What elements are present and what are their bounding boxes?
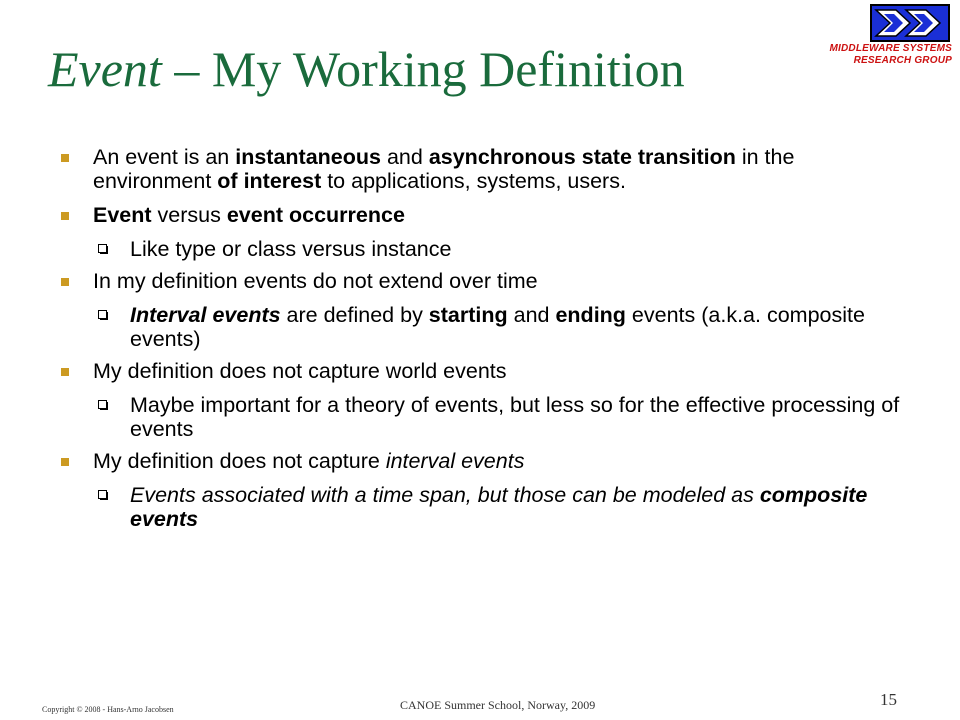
- text: in the environment: [93, 145, 795, 193]
- bullet-5: [58, 449, 918, 473]
- bold-text: of interest: [217, 169, 322, 193]
- bold-text: asynchronous state transition: [428, 145, 736, 169]
- text: In my definition events do not extend over time: [93, 269, 538, 293]
- text: Like type or class versus instance: [130, 237, 452, 261]
- square-bullet-icon: [61, 212, 69, 220]
- bold-text: Event: [93, 203, 152, 227]
- text: are defined by: [280, 303, 429, 327]
- sub-bullet-2: [58, 237, 918, 261]
- copyright-text: Copyright © 2008 - Hans-Arno Jacobsen: [42, 705, 174, 714]
- bullet-2: [58, 203, 918, 227]
- bullet-3: [58, 269, 918, 293]
- text: to applications, systems, users.: [321, 169, 626, 193]
- text: and: [507, 303, 556, 327]
- logo-line-2: RESEARCH GROUP: [853, 55, 952, 66]
- sub-bullet-4: [58, 393, 918, 441]
- hollow-square-bullet-icon: [98, 310, 108, 320]
- bold-text: instantaneous: [235, 145, 381, 169]
- title-rest: – My Working Definition: [161, 41, 685, 97]
- bold-text: event occurrence: [226, 203, 405, 227]
- bold-text: starting: [428, 303, 508, 327]
- bullet-4: [58, 359, 918, 383]
- square-bullet-icon: [61, 278, 69, 286]
- bullet-list: [58, 145, 918, 539]
- sub-bullet-3: [58, 303, 918, 351]
- square-bullet-icon: [61, 368, 69, 376]
- text: My definition does not capture world events: [93, 359, 507, 383]
- hollow-square-bullet-icon: [98, 490, 108, 500]
- hollow-square-bullet-icon: [98, 244, 108, 254]
- text: My definition does not capture: [93, 449, 386, 473]
- sub-bullet-5: [58, 483, 918, 531]
- slide-title: [48, 42, 685, 97]
- footer-event: CANOE Summer School, Norway, 2009: [400, 698, 596, 712]
- title-emphasis: Event: [48, 41, 162, 97]
- text: and: [380, 145, 429, 169]
- text: Maybe important for a theory of events, but less so for the effective processing of events: [130, 393, 900, 441]
- square-bullet-icon: [61, 458, 69, 466]
- logo-line-1: MIDDLEWARE SYSTEMS: [829, 43, 952, 54]
- bold-text: ending: [555, 303, 626, 327]
- bullet-1: [58, 145, 918, 193]
- text: events (a.k.a. composite events): [130, 303, 865, 351]
- text: versus: [151, 203, 227, 227]
- text: An event is an: [93, 145, 236, 169]
- bold-italic-text: composite events: [130, 483, 868, 531]
- square-bullet-icon: [61, 154, 69, 162]
- page-number: 15: [880, 690, 897, 709]
- italic-text: interval events: [385, 449, 525, 473]
- bold-italic-text: Interval events: [130, 303, 281, 327]
- msrg-logo-icon: [870, 4, 950, 42]
- hollow-square-bullet-icon: [98, 400, 108, 410]
- italic-text: Events associated with a time span, but those can be modeled as: [130, 483, 760, 507]
- logo-text: [830, 43, 953, 67]
